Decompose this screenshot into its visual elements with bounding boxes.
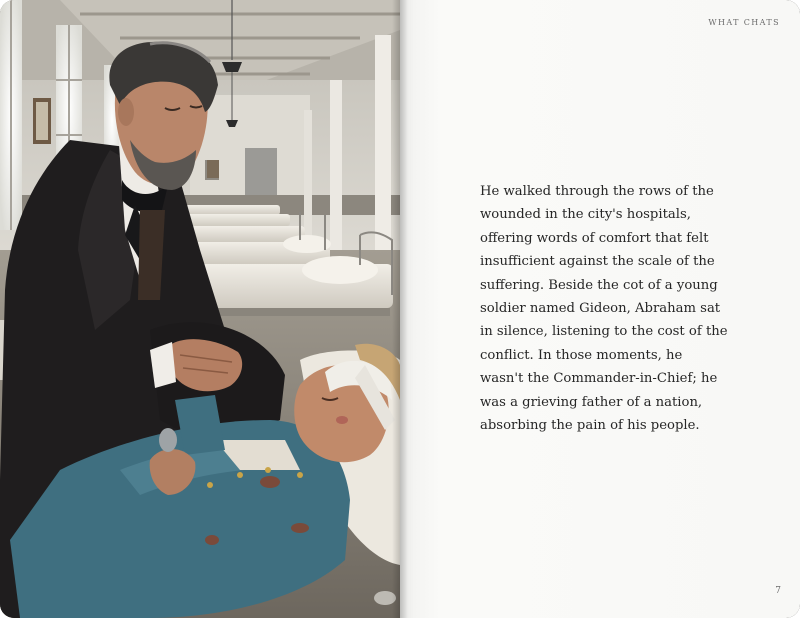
- running-header: WHAT CHATS: [708, 18, 780, 27]
- text-page: [400, 0, 800, 618]
- page-number: 7: [775, 586, 781, 596]
- story-passage: He walked through the rows of the wounded in the city's hospitals, offering words of comfort that felt insufficient against the scale of the suffering. Beside the cot of a young soldier named Gideon, Abraham sat in silence, listening to the cost of the conflict. In those moments, he wasn't the Commander-in-Chief; he was a grieving father of a nation, absorbing the pain of his people.: [480, 184, 728, 434]
